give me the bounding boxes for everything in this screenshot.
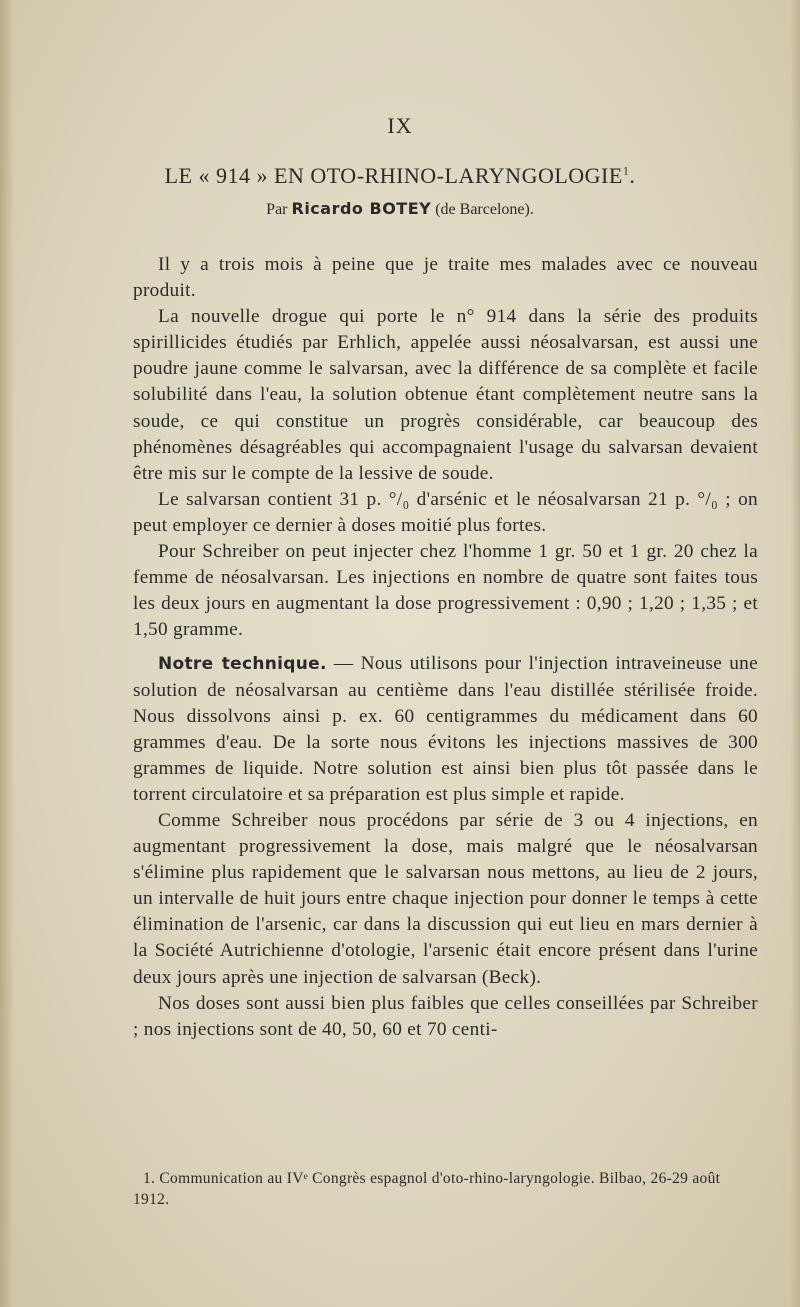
article-title-period: . [629, 163, 636, 188]
article-body [133, 252, 758, 1043]
article-title-text: LE « 914 » EN OTO-RHINO-LARYNGOLOGIE [164, 163, 623, 188]
paragraph-4: Pour Schreiber on peut injecter chez l'homme 1 gr. 50 et 1 gr. 20 chez la femme de néosalvarsan. Les injections en nombre de quatre sont faites tous les deux jours en augmentant la dose progressivement : 0,90 ; 1,20 ; 1,35 ; et 1,50 gramme. [133, 541, 758, 641]
section-first-text: Nous utilisons pour l'injection intraveineuse une solution de néosalvarsan au centième dans l'eau distillée stérilisée froide. Nous dissolvons ainsi p. ex. 60 centigrammes du médicament dans 60 grammes d'eau. De la sorte nous évitons les injections massives de 300 grammes de liquide. Notre solution est ainsi bien plus tôt passée dans le torrent circulatoire et sa préparation est plus simple et rapide. [133, 653, 758, 805]
page-edge-right [790, 0, 800, 1307]
paragraph-1: Il y a trois mois à peine que je traite mes malades avec ce nouveau produit. [133, 254, 758, 302]
page-edge-left [0, 0, 14, 1307]
byline-prefix: Par [266, 201, 288, 218]
section-technique-paragraph [133, 651, 758, 808]
section-heading: Notre technique. [158, 654, 327, 675]
footnote-text: 1. Communication au IVᵉ Congrès espagnol d'oto-rhino-laryngologie. Bilbao, 26-29 août 1912. [133, 1170, 721, 1208]
paragraph-3: Le salvarsan contient 31 p. °/₀ d'arsénic et le néosalvarsan 21 p. °/₀ ; on peut employer ce dernier à doses moitié plus fortes. [133, 488, 758, 536]
author-affiliation: (de Barcelone). [435, 201, 534, 218]
chapter-number: IX [387, 113, 413, 138]
section-dash: — [326, 653, 361, 675]
byline [0, 199, 800, 219]
author-name: Ricardo BOTEY [291, 199, 432, 218]
footnote [133, 1168, 758, 1210]
paragraph-6: Comme Schreiber nous procédons par série de 3 ou 4 injections, en augmentant progressivement la dose, mais malgré que le néosalvarsan s'élimine plus rapidement que le salvarsan nous mettons, au lieu de 2 jours, un intervalle de huit jours entre chaque injection pour donner le temps à cette élimination de l'arsenic, car dans la discussion qui eut lieu en mars dernier à la Société Autrichienne d'otologie, l'arsenic était encore présent dans l'urine deux jours après une injection de salvarsan (Beck). [133, 809, 758, 988]
paragraph-2: La nouvelle drogue qui porte le n° 914 dans la série des produits spirillicides étudiés par Erhlich, appelée aussi néosalvarsan, est aussi une poudre jaune comme le salvarsan, avec la différence de sa complète et facile solubilité dans l'eau, la solution obtenue étant complètement neutre sans la soude, ce qui constitue un progrès considérable, car beaucoup des phénomènes désagréables qui accompagnaient l'usage du salvarsan devaient être mis sur le compte de la lessive de soude. [133, 306, 758, 484]
paragraph-7: Nos doses sont aussi bien plus faibles que celles conseillées par Schreiber ; nos injections sont de 40, 50, 60 et 70 centi- [133, 992, 758, 1040]
footnote-reference: 1 [622, 163, 630, 178]
article-title [0, 163, 800, 189]
